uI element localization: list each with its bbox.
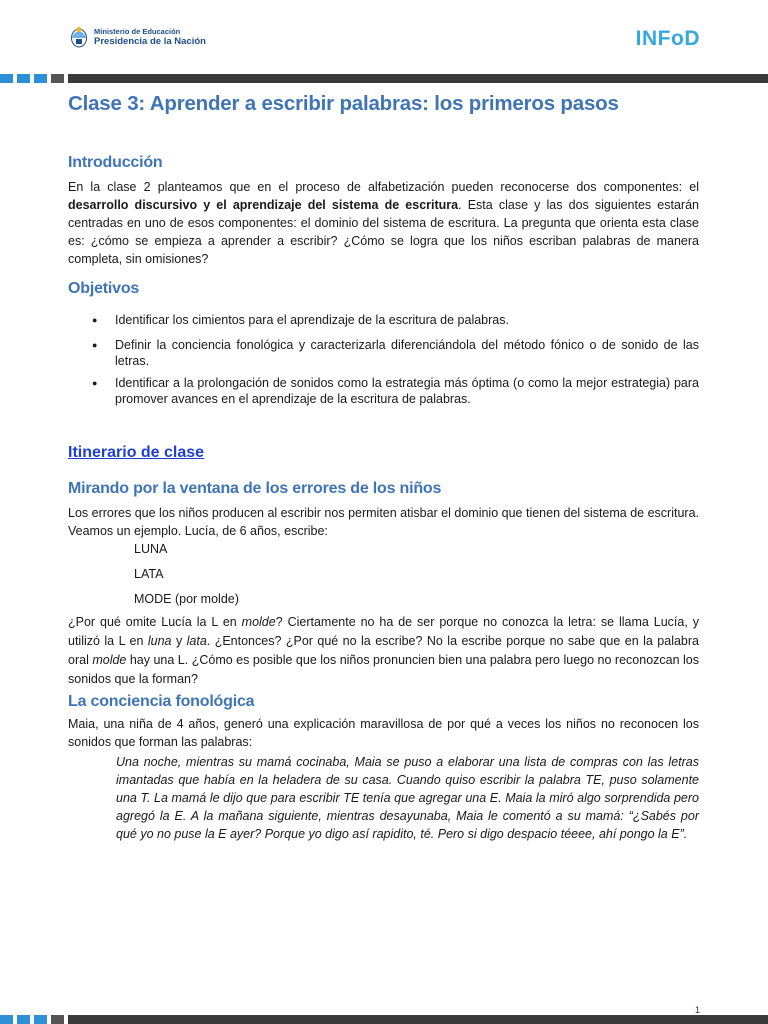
intro-heading: Introducción — [68, 154, 163, 171]
page-number: 1 — [694, 1005, 700, 1015]
phonological-heading: La conciencia fonológica — [68, 693, 255, 710]
ministry-line-1: Ministerio de Educación — [94, 27, 181, 36]
intro-paragraph: En la clase 2 planteamos que en el proceso de alfabetización pueden reconocerse dos componentes: el desarrollo discursivo y el aprendizaje del sistema de escritura. Esta clase y las dos siguientes estarán centradas en uno de esos componentes: el dominio del sistema de escritura. La pregunta que orienta esta clase es: ¿cómo se empieza a aprender a escribir? ¿Cómo se logra que los niños escriban palabras de manera completa, sin omisiones? — [68, 180, 699, 266]
maia-quote: Una noche, mientras su mamá cocinaba, Maia se puso a elaborar una lista de compras con las letras imantadas que había en la heladera de su casa. Cuando quiso escribir la palabra TE, puso solamente una T. La mamá le dijo que para escribir TE tenía que agregar una E. Maia la miró algo sorprendida pero agregó la E. A la mañana siguiente, mientras desayunaba, Maia le comentó a su mamá: “¿Sabés por qué yo no puse la E ayer? Porque yo digo así rapidito, té. Pero si digo despacio téeee, ahí pongo la E”. — [116, 755, 699, 841]
errors-paragraph-2: ¿Por qué omite Lucía la L en molde? Ciertamente no ha de ser porque no conozca la letra: se llama Lucía, y utilizó la L en luna y lata. ¿Entonces? ¿Por qué no la escribe? No la escribe porque no sabe que en la palabra oral molde hay una L. ¿Cómo es posible que los niños pronuncien bien una palabra pero luego no reconozcan los sonidos que la forman? — [68, 615, 699, 686]
footer-divider-bar — [0, 1015, 768, 1024]
itinerary-link[interactable]: Itinerario de clase — [68, 444, 205, 461]
list-item: ● Identificar a la prolongación de sonidos como la estrategia más óptima (o como la mejor estrategia) para promover avances en el aprendizaje de la escritura de palabras. — [68, 375, 699, 407]
example-words — [68, 541, 699, 607]
document-body — [68, 92, 699, 843]
infod-logo: INFoD — [635, 27, 700, 50]
argentina-seal-icon — [70, 26, 88, 48]
page-header — [0, 0, 768, 72]
list-item: ● Definir la conciencia fonológica y caracterizarla diferenciándola del método fónico o de sonido de las letras. — [68, 337, 699, 369]
header-divider-bar — [0, 74, 768, 83]
example-word: LATA — [134, 567, 164, 581]
errors-heading: Mirando por la ventana de los errores de los niños — [68, 480, 442, 497]
phonological-paragraph: Maia, una niña de 4 años, generó una explicación maravillosa de por qué a veces los niños no reconocen los sonidos que forman las palabras: — [68, 717, 699, 749]
objectives-list — [68, 312, 699, 407]
page-title: Clase 3: Aprender a escribir palabras: los primeros pasos — [68, 92, 619, 115]
ministry-line-2: Presidencia de la Nación — [94, 35, 206, 47]
example-word: LUNA — [134, 542, 168, 556]
ministry-logo — [70, 26, 206, 48]
example-word: MODE (por molde) — [134, 592, 239, 606]
objectives-heading: Objetivos — [68, 280, 140, 297]
list-item: ● Identificar los cimientos para el aprendizaje de la escritura de palabras. — [68, 312, 699, 328]
errors-paragraph-1: Los errores que los niños producen al escribir nos permiten atisbar el dominio que tienen del sistema de escritura. Veamos un ejemplo. Lucía, de 6 años, escribe: — [68, 506, 699, 538]
